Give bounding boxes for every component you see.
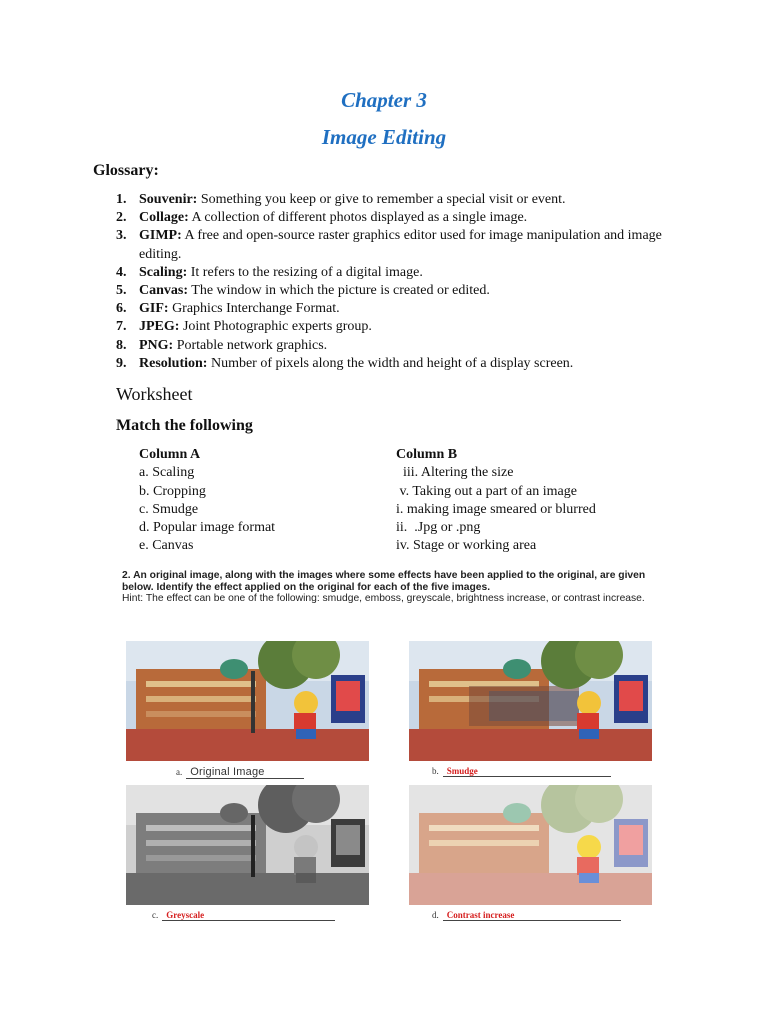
glossary-item: 4. Scaling: It refers to the resizing of a digital image. <box>116 264 423 280</box>
glossary-term: Souvenir: <box>139 192 198 207</box>
glossary-item: 8. PNG: Portable network graphics. <box>116 337 328 353</box>
caption-letter: b. <box>432 766 439 776</box>
caption-letter: a. <box>176 767 183 777</box>
answer-smudge: Smudge <box>443 766 611 777</box>
column-b-item: ii. .Jpg or .png <box>396 520 481 536</box>
answer-original: Original Image <box>186 766 304 779</box>
column-b-item: iv. Stage or working area <box>396 538 537 554</box>
glossary-item: 1. Souvenir: Something you keep or give to remember a special visit or event. <box>116 192 566 207</box>
glossary-item: 5. Canvas: The window in which the picture is created or edited. <box>116 283 490 299</box>
match-heading: Match the following <box>116 417 253 434</box>
greyscale-image <box>126 785 369 905</box>
column-b <box>396 446 596 556</box>
glossary-item: 7. JPEG: Joint Photographic experts group. <box>116 319 372 335</box>
column-a-item: e. Canvas <box>139 538 194 554</box>
chapter-number: Chapter 3 <box>341 88 427 112</box>
column-b-item: iii. Altering the size <box>396 465 514 481</box>
smudge-image <box>409 641 652 761</box>
caption-d <box>432 910 621 921</box>
glossary-definition: Joint Photographic experts group. <box>179 319 372 335</box>
column-b-item: i. making image smeared or blurred <box>396 501 596 517</box>
contrast-increase-image <box>409 785 652 905</box>
glossary-term: Collage: <box>139 210 189 226</box>
column-a-item: c. Smudge <box>139 501 199 517</box>
question-2-text: 2. An original image, along with the images where some effects have been applied to the original, are given below. Identify the effect applied on the original for each of the five images. <box>122 570 646 593</box>
original-image <box>126 641 369 761</box>
question-2 <box>122 570 662 605</box>
glossary-definition: A free and open-source raster graphics editor used for image manipulation and image editing. <box>139 228 662 262</box>
glossary-term: JPEG: <box>139 319 180 335</box>
column-a-item: b. Cropping <box>139 483 206 499</box>
glossary-term: Scaling: <box>139 264 188 280</box>
column-b-header: Column B <box>396 447 458 462</box>
glossary-item: 3. GIMP: A free and open-source raster graphics editor used for image manipulation and image editing. <box>116 228 662 262</box>
question-2-hint: Hint: The effect can be one of the following: smudge, emboss, greyscale, brightness increase, or contrast increase. <box>122 593 645 605</box>
glossary-heading: Glossary: <box>93 162 159 179</box>
glossary-term: GIMP: <box>139 228 182 244</box>
caption-a <box>176 766 304 779</box>
glossary-term: GIF: <box>139 301 169 317</box>
column-a <box>139 446 275 556</box>
answer-greyscale: Greyscale <box>162 910 335 921</box>
glossary-definition: A collection of different photos displayed as a single image. <box>188 210 528 226</box>
glossary-definition: Graphics Interchange Format. <box>168 301 340 317</box>
column-a-item: d. Popular image format <box>139 520 276 536</box>
caption-b <box>432 766 611 777</box>
answer-contrast-increase: Contrast increase <box>443 910 621 921</box>
worksheet-heading: Worksheet <box>116 384 193 404</box>
glossary-term: Canvas: <box>139 283 189 299</box>
glossary-item: 6. GIF: Graphics Interchange Format. <box>116 301 340 317</box>
glossary-definition: Something you keep or give to remember a special visit or event. <box>197 192 566 207</box>
chapter-title: Image Editing <box>321 125 447 149</box>
glossary-definition: Number of pixels along the width and height of a display screen. <box>207 355 574 371</box>
glossary-term: Resolution: <box>139 355 208 371</box>
caption-letter: c. <box>152 910 159 920</box>
column-a-header: Column A <box>139 447 201 462</box>
caption-letter: d. <box>432 910 439 920</box>
glossary-list <box>116 191 676 373</box>
column-b-item: v. Taking out a part of an image <box>396 483 577 499</box>
glossary-item: 9. Resolution: Number of pixels along the width and height of a display screen. <box>116 355 574 371</box>
glossary-definition: Portable network graphics. <box>173 337 328 353</box>
glossary-definition: It refers to the resizing of a digital image. <box>187 264 423 280</box>
glossary-term: PNG: <box>139 337 174 353</box>
glossary-item: 2. Collage: A collection of different photos displayed as a single image. <box>116 210 528 226</box>
column-a-item: a. Scaling <box>139 465 195 481</box>
glossary-definition: The window in which the picture is created or edited. <box>188 283 490 299</box>
caption-c <box>152 910 335 921</box>
